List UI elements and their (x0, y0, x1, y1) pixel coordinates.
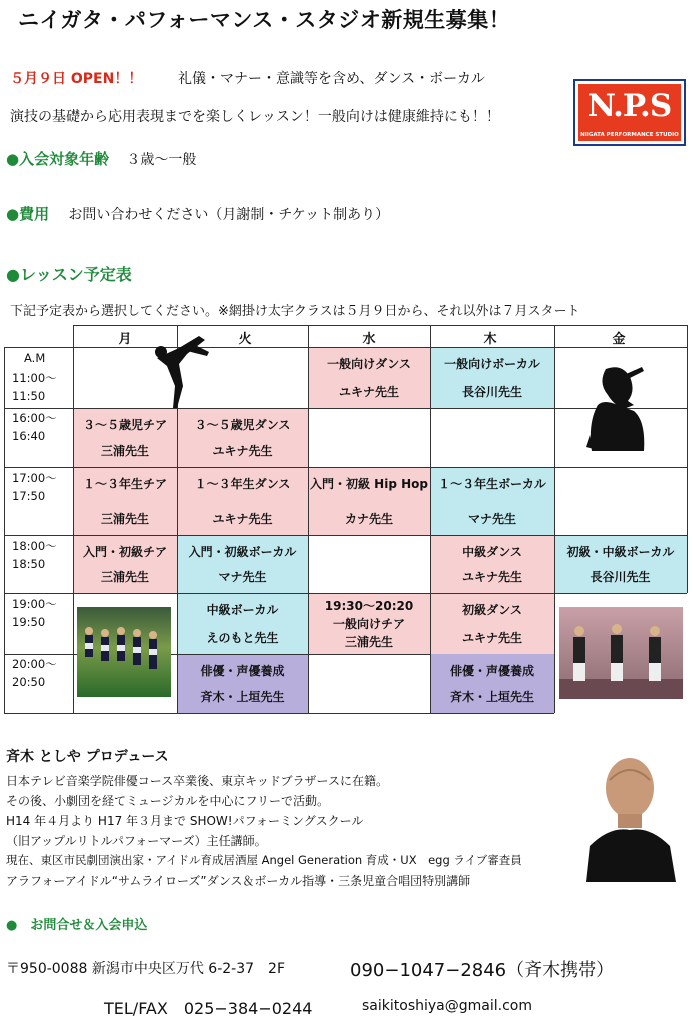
producer-bio-line: 日本テレビ音楽学院俳優コース卒業後、東京キッドブラザースに在籍。 (6, 774, 388, 788)
class-cell: 入門・初級 Hip Hop カナ先生 (308, 467, 430, 535)
producer-bio-line: アラフォーアイドル“サムライローズ”ダンス＆ボーカル指導・三条児童合唱団特別講師 (6, 874, 471, 888)
day-header-wed: 水 (362, 332, 376, 347)
fee-label: ●費用 (6, 205, 50, 223)
email-address[interactable]: saikitoshiya@gmail.com (362, 998, 532, 1014)
tel-fax[interactable]: TEL/FAX 025−384−0244 (104, 999, 313, 1018)
class-cell: 俳優・声優養成 斉木・上垣先生 (177, 654, 308, 713)
class-cell: 19:30〜20:20 一般向けチア 三浦先生 (308, 593, 430, 654)
class-cell: 一般向けボーカル 長谷川先生 (430, 347, 554, 408)
time-label: 16:00〜 16:40 (12, 411, 57, 443)
day-header-mon: 月 (118, 332, 132, 347)
time-label: 18:00〜 18:50 (12, 539, 57, 571)
schedule-note: 下記予定表から選択してください。※網掛け太字クラスは５月９日から、それ以外は７月スタート (10, 304, 580, 319)
day-header-fri: 金 (612, 332, 626, 347)
class-cell: 初級ダンス ユキナ先生 (430, 593, 554, 654)
lesson-timetable (4, 325, 687, 713)
logo-subtext: NIIGATA PERFORMANCE STUDIO (580, 132, 679, 138)
class-cell: １〜３年生ダンス ユキナ先生 (177, 467, 308, 535)
class-cell: １〜３年生チア 三浦先生 (73, 467, 177, 535)
producer-bio-line: その後、小劇団を経てミュージカルを中心にフリーで活動。 (6, 794, 330, 808)
producer-portrait (580, 750, 680, 882)
class-cell: 中級ダンス ユキナ先生 (430, 535, 554, 593)
age-value: ３歳〜一般 (126, 152, 197, 168)
singer-silhouette (584, 365, 654, 455)
age-label: ●入会対象年齢 (6, 150, 110, 168)
time-label: 17:00〜 17:50 (12, 471, 57, 503)
fee-value: お問い合わせください（月謝制・チケット制あり） (68, 207, 390, 223)
class-cell: １〜３年生ボーカル マナ先生 (430, 467, 554, 535)
class-cell: 俳優・声優養成 斉木・上垣先生 (430, 654, 554, 713)
class-cell: 入門・初級ボーカル マナ先生 (177, 535, 308, 593)
open-date: ５月９日 OPEN！！ (10, 71, 143, 87)
class-cell: ３〜５歳児ダンス ユキナ先生 (177, 408, 308, 467)
address: 〒950-0088 新潟市中央区万代 6-2-37 2F (6, 961, 285, 977)
page-title: ニイガタ・パフォーマンス・スタジオ新規生募集！ (18, 8, 511, 32)
age-section (6, 148, 196, 169)
time-label: 20:00〜 20:50 (12, 657, 57, 689)
time-label: A.M (24, 351, 46, 365)
nps-logo (573, 79, 686, 146)
producer-bio-line: （旧アップルリトルパフォーマーズ）主任講師。 (6, 834, 267, 848)
day-header-thu: 木 (483, 332, 497, 347)
intro-line-2: 演技の基礎から応用表現までを楽しくレッスン！一般向けは健康維持にも！！ (10, 109, 500, 125)
class-cell: 入門・初級チア 三浦先生 (73, 535, 177, 593)
intro-line-1: 礼儀・マナー・意識等を含め、ダンス・ボーカル (178, 71, 485, 87)
schedule-label: ●レッスン予定表 (6, 265, 132, 284)
class-cell: 初級・中級ボーカル 長谷川先生 (554, 535, 687, 593)
contact-label: ● お問合せ＆入会申込 (6, 918, 148, 933)
class-cell: ３〜５歳児チア 三浦先生 (73, 408, 177, 467)
time-label: 11:00〜 11:50 (12, 371, 57, 403)
day-header-tue: 火 (238, 332, 252, 347)
logo-text: N.P.S (587, 88, 672, 124)
cheerleaders-photo (77, 607, 171, 697)
dancers-photo (559, 607, 683, 699)
phone-number[interactable]: 090−1047−2846（斉木携帯） (350, 960, 615, 981)
producer-bio-line: 現在、東区市民劇団演出家・アイドル育成居酒屋 Angel Generation 育成・UX egg ライブ審査員 (6, 853, 522, 867)
breakdancer-silhouette (149, 330, 219, 410)
producer-title: 斉木 としや プロデュース (6, 749, 169, 765)
class-cell: 中級ボーカル えのもと先生 (177, 593, 308, 654)
time-label: 19:00〜 19:50 (12, 597, 57, 629)
producer-bio-line: H14 年４月より H17 年３月まで SHOW!パフォーミングスクール (6, 814, 364, 828)
class-cell: 一般向けダンス ユキナ先生 (308, 347, 430, 408)
fee-section (6, 203, 389, 224)
